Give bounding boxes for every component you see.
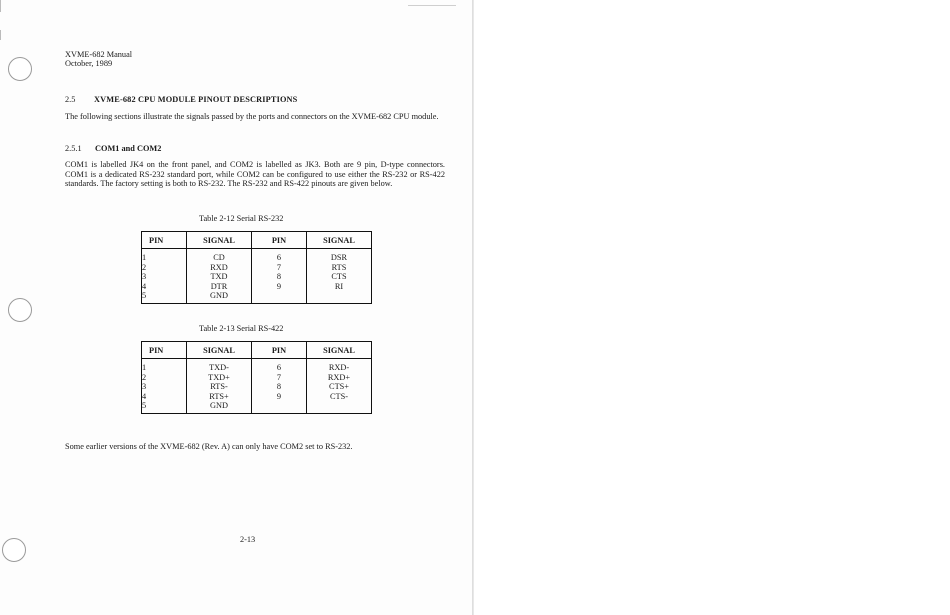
signal-column-left bbox=[187, 359, 252, 414]
subsection-title: COM1 and COM2 bbox=[95, 144, 162, 153]
section-number: 2.5 bbox=[65, 95, 76, 104]
signal-name: RTS bbox=[331, 262, 347, 272]
signal-name: DTR bbox=[210, 281, 228, 291]
col-header-pin: PIN bbox=[252, 342, 307, 359]
signal-name: TXD+ bbox=[208, 372, 230, 382]
pin-column-left bbox=[142, 359, 187, 414]
pin-number: 2 bbox=[142, 372, 147, 382]
pin-column-left bbox=[142, 249, 187, 304]
table-header-row bbox=[142, 232, 372, 249]
scan-artifact-line bbox=[408, 5, 456, 6]
signal-name: CTS bbox=[331, 272, 347, 281]
pin-number: 3 bbox=[142, 272, 147, 281]
scan-edge-mark bbox=[0, 30, 1, 40]
col-header-pin: PIN bbox=[142, 232, 187, 249]
signal-name: DSR bbox=[330, 253, 348, 262]
signal-name: RTS- bbox=[210, 382, 228, 391]
signal-name: TXD bbox=[210, 272, 228, 281]
signal-name: CD bbox=[213, 253, 225, 262]
subsection-number: 2.5.1 bbox=[65, 144, 82, 153]
signal-name: RI bbox=[334, 281, 344, 291]
col-header-signal: SIGNAL bbox=[187, 232, 252, 249]
page-fold-divider bbox=[472, 0, 474, 615]
pin-number: 3 bbox=[142, 382, 147, 391]
pin-number: 2 bbox=[142, 262, 147, 272]
pin-number: 6 bbox=[276, 363, 282, 372]
table-header-row bbox=[142, 342, 372, 359]
signal-name: TXD- bbox=[209, 363, 229, 372]
pin-number: 7 bbox=[276, 372, 282, 382]
pin-number: 4 bbox=[142, 281, 147, 291]
table-body-row bbox=[142, 249, 372, 304]
signal-name: RXD+ bbox=[327, 372, 351, 382]
subsection-body: COM1 is labelled JK4 on the front panel, and COM2 is labelled as JK3. Both are 9 pin, D-type connectors. COM1 is a dedicated RS-232 standard port, while COM2 can be configured to use either the RS-232 or RS-422 standards. The factory setting is both to RS-232. The RS-232 and RS-422 pinouts are given below. bbox=[65, 160, 445, 188]
pin-column-right bbox=[252, 249, 307, 304]
table-caption-rs422: Table 2-13 Serial RS-422 bbox=[199, 324, 284, 333]
signal-column-right bbox=[307, 249, 372, 304]
pin-number: 5 bbox=[142, 291, 147, 300]
col-header-pin: PIN bbox=[252, 232, 307, 249]
scan-edge-mark bbox=[0, 0, 1, 12]
pin-number: 1 bbox=[142, 363, 147, 372]
col-header-pin: PIN bbox=[142, 342, 187, 359]
binder-hole bbox=[2, 538, 26, 562]
binder-hole bbox=[8, 298, 32, 322]
signal-name: GND bbox=[210, 401, 228, 410]
pin-number: 1 bbox=[142, 253, 147, 262]
col-header-signal: SIGNAL bbox=[307, 342, 372, 359]
manual-title: XVME-682 Manual bbox=[65, 50, 133, 59]
pin-number: 9 bbox=[276, 281, 282, 291]
signal-name: RXD- bbox=[328, 363, 350, 372]
signal-name: RTS+ bbox=[209, 391, 229, 401]
binder-hole bbox=[8, 57, 32, 81]
signal-name: RXD bbox=[210, 262, 228, 272]
signal-name: CTS- bbox=[330, 391, 348, 401]
pin-number: 4 bbox=[142, 391, 147, 401]
section-title: XVME-682 CPU MODULE PINOUT DESCRIPTIONS bbox=[94, 95, 298, 104]
pin-number: 6 bbox=[276, 253, 282, 262]
revision-note: Some earlier versions of the XVME-682 (Rev. A) can only have COM2 set to RS-232. bbox=[65, 442, 353, 451]
pin-number: 8 bbox=[276, 382, 282, 391]
signal-name: GND bbox=[210, 291, 228, 300]
signal-column-right bbox=[307, 359, 372, 414]
page-number: 2-13 bbox=[240, 535, 256, 544]
pin-number: 7 bbox=[276, 262, 282, 272]
document-page bbox=[0, 0, 472, 615]
signal-name: CTS+ bbox=[329, 382, 349, 391]
signal-column-left bbox=[187, 249, 252, 304]
pin-number: 5 bbox=[142, 401, 147, 410]
pin-number: 9 bbox=[276, 391, 282, 401]
col-header-signal: SIGNAL bbox=[187, 342, 252, 359]
table-caption-rs232: Table 2-12 Serial RS-232 bbox=[199, 214, 284, 223]
pin-column-right bbox=[252, 359, 307, 414]
rs422-pinout-table bbox=[141, 341, 372, 414]
section-intro: The following sections illustrate the signals passed by the ports and connectors on the XVME-682 CPU module. bbox=[65, 112, 439, 121]
rs232-pinout-table bbox=[141, 231, 372, 304]
manual-date: October, 1989 bbox=[65, 59, 113, 68]
col-header-signal: SIGNAL bbox=[307, 232, 372, 249]
table-body-row bbox=[142, 359, 372, 414]
pin-number: 8 bbox=[276, 272, 282, 281]
